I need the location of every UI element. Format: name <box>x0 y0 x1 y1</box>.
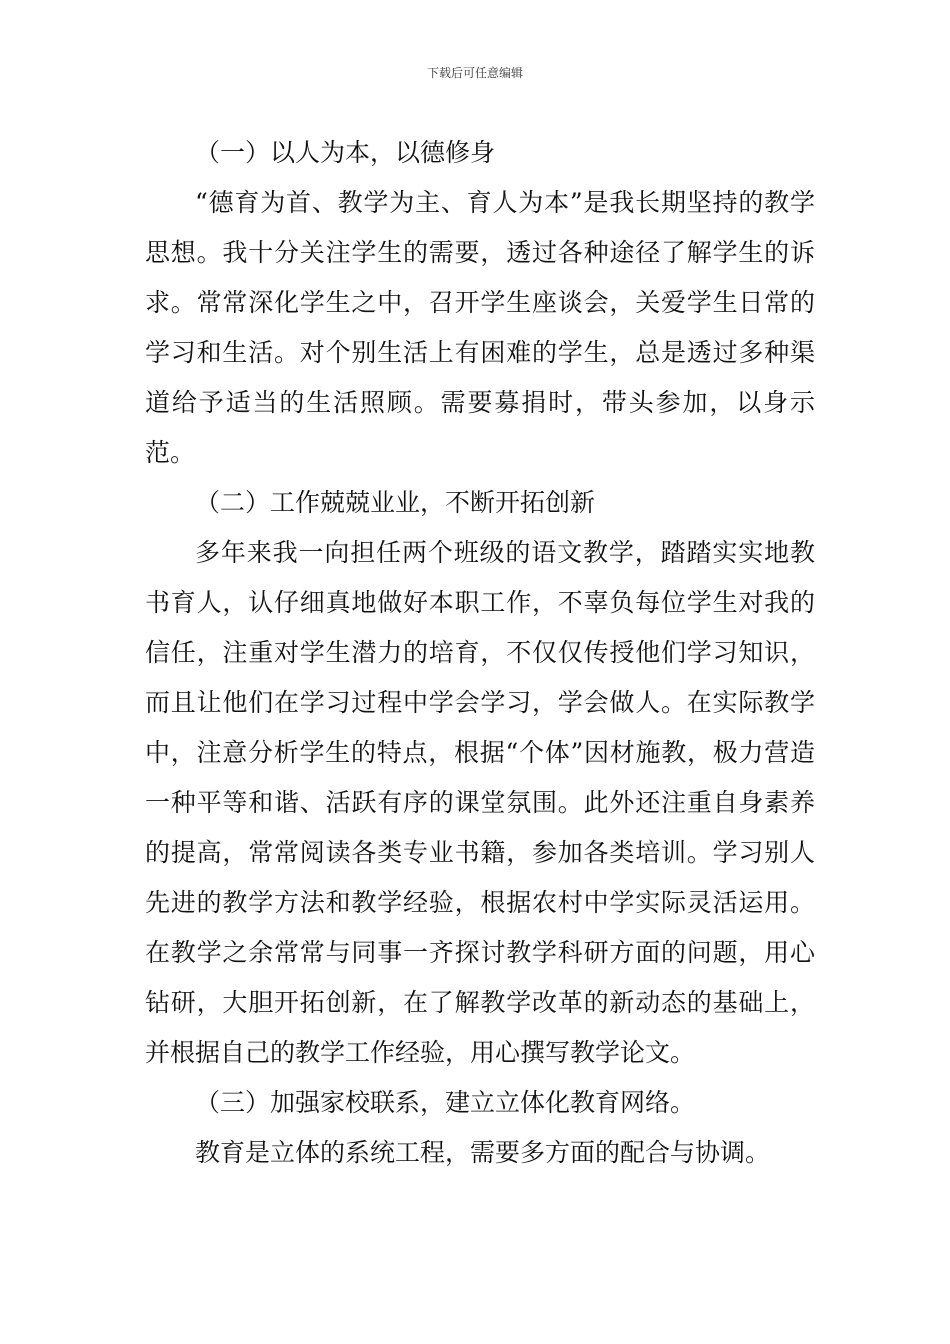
section-heading-2: （二）工作兢兢业业，不断开拓创新 <box>195 488 596 517</box>
section-heading-3: （三）加强家校联系，建立立体化教育网络。 <box>195 1088 696 1117</box>
section-heading-1: （一）以人为本，以德修身 <box>195 138 496 167</box>
paragraph-2: 多年来我一向担任两个班级的语文教学，踏踏实实地教书育人，认仔细真地做好本职工作，不辜负每位学生对我的信任，注重对学生潜力的培育，不仅仅传授他们学习知识，而且让他们在学习过程中学会学习，学会做人。在实际教学中，注意分析学生的特点，根据“个体”因材施教，极力营造一种平等和谐、活跃有序的课堂氛围。此外还注重自身素养的提高，常常阅读各类专业书籍，参加各类培训。学习别人先进的教学方法和教学经验，根据农村中学实际灵活运用。在教学之余常常与同事一齐探讨教学科研方面的问题，用心钻研，大胆开拓创新，在了解教学改革的新动态的基础上，并根据自己的教学工作经验，用心撰写教学论文。 <box>145 538 815 1067</box>
document-body <box>145 128 815 1178</box>
paragraph-3: 教育是立体的系统工程，需要多方面的配合与协调。 <box>195 1138 771 1167</box>
header-note: 下载后可任意编辑 <box>426 66 523 80</box>
paragraph-1: “德育为首、教学为主、育人为本”是我长期坚持的教学思想。我十分关注学生的需要，透过各种途径了解学生的诉求。常常深化学生之中，召开学生座谈会，关爱学生日常的学习和生活。对个别生活上有困难的学生，总是透过多种渠道给予适当的生活照顾。需要募捐时，带头参加，以身示范。 <box>145 188 815 467</box>
